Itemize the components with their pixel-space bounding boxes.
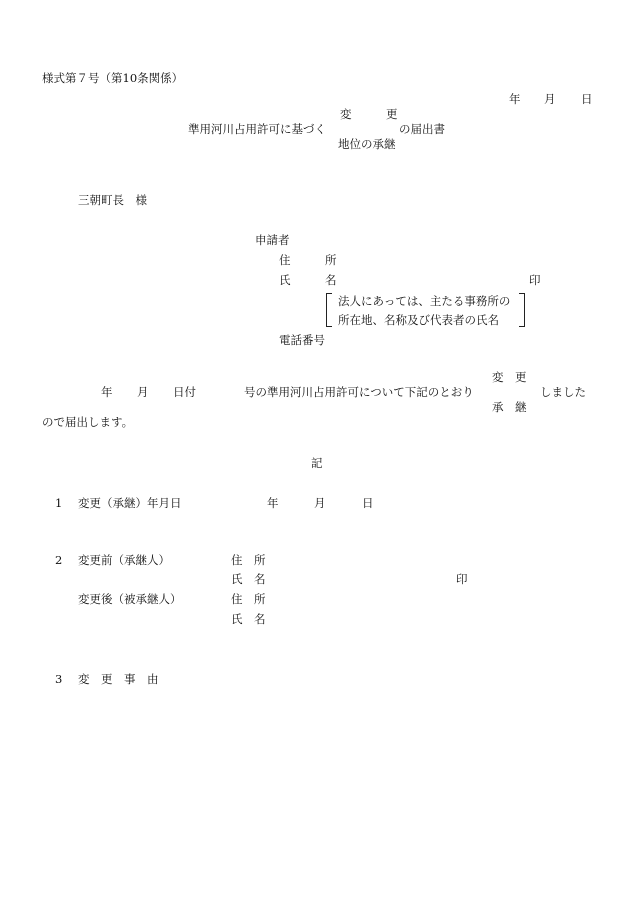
- body-day-dated: 日付: [173, 385, 196, 399]
- body-tail: しました: [540, 385, 586, 399]
- date-year-label: 年: [509, 92, 521, 106]
- note-bracket-left: [326, 293, 332, 327]
- applicant-name-label: 氏 名: [279, 273, 337, 287]
- body-month: 月: [137, 385, 149, 399]
- applicant-label: 申請者: [255, 233, 290, 247]
- item2-before-name: 氏 名: [231, 572, 266, 586]
- applicant-phone-label: 電話番号: [279, 333, 325, 347]
- body-continuation: ので届出します。: [42, 415, 134, 429]
- title-option-change: 変 更: [340, 107, 398, 121]
- item2-after-label: 変更後（被承継人）: [78, 592, 182, 606]
- note-bracket-right: [519, 293, 525, 327]
- applicant-address-label: 住 所: [279, 253, 337, 267]
- item3-number: 3: [55, 672, 63, 686]
- item1-month: 月: [314, 496, 326, 510]
- note-line-1: 法人にあっては、主たる事務所の: [338, 294, 511, 308]
- item2-before-address: 住 所: [231, 553, 266, 567]
- body-option-succession: 承 継: [492, 400, 527, 414]
- applicant-seal: 印: [529, 273, 541, 287]
- title-suffix: の届出書: [399, 122, 445, 136]
- item2-after-name: 氏 名: [231, 612, 266, 626]
- item2-before-label: 変更前（承継人）: [78, 553, 170, 567]
- item1-year: 年: [267, 496, 279, 510]
- title-option-succession: 地位の承継: [338, 137, 396, 151]
- note-line-2: 所在地、名称及び代表者の氏名: [338, 313, 499, 327]
- addressee: 三朝町長 様: [78, 193, 147, 207]
- body-option-change: 変 更: [492, 370, 527, 384]
- form-number: 様式第７号（第10条関係）: [42, 71, 184, 85]
- item2-seal: 印: [456, 572, 468, 586]
- title-prefix: 準用河川占用許可に基づく: [188, 122, 326, 136]
- body-number-text: 号の準用河川占用許可について下記のとおり: [244, 385, 474, 399]
- item2-after-address: 住 所: [231, 592, 266, 606]
- item1-label: 変更（承継）年月日: [78, 496, 182, 510]
- item1-day: 日: [362, 496, 374, 510]
- date-month-label: 月: [544, 92, 556, 106]
- ki-heading: 記: [311, 456, 323, 470]
- item1-number: 1: [55, 496, 63, 510]
- item2-number: 2: [55, 553, 63, 567]
- body-year: 年: [101, 385, 113, 399]
- date-day-label: 日: [581, 92, 593, 106]
- item3-label: 変 更 事 由: [78, 672, 159, 686]
